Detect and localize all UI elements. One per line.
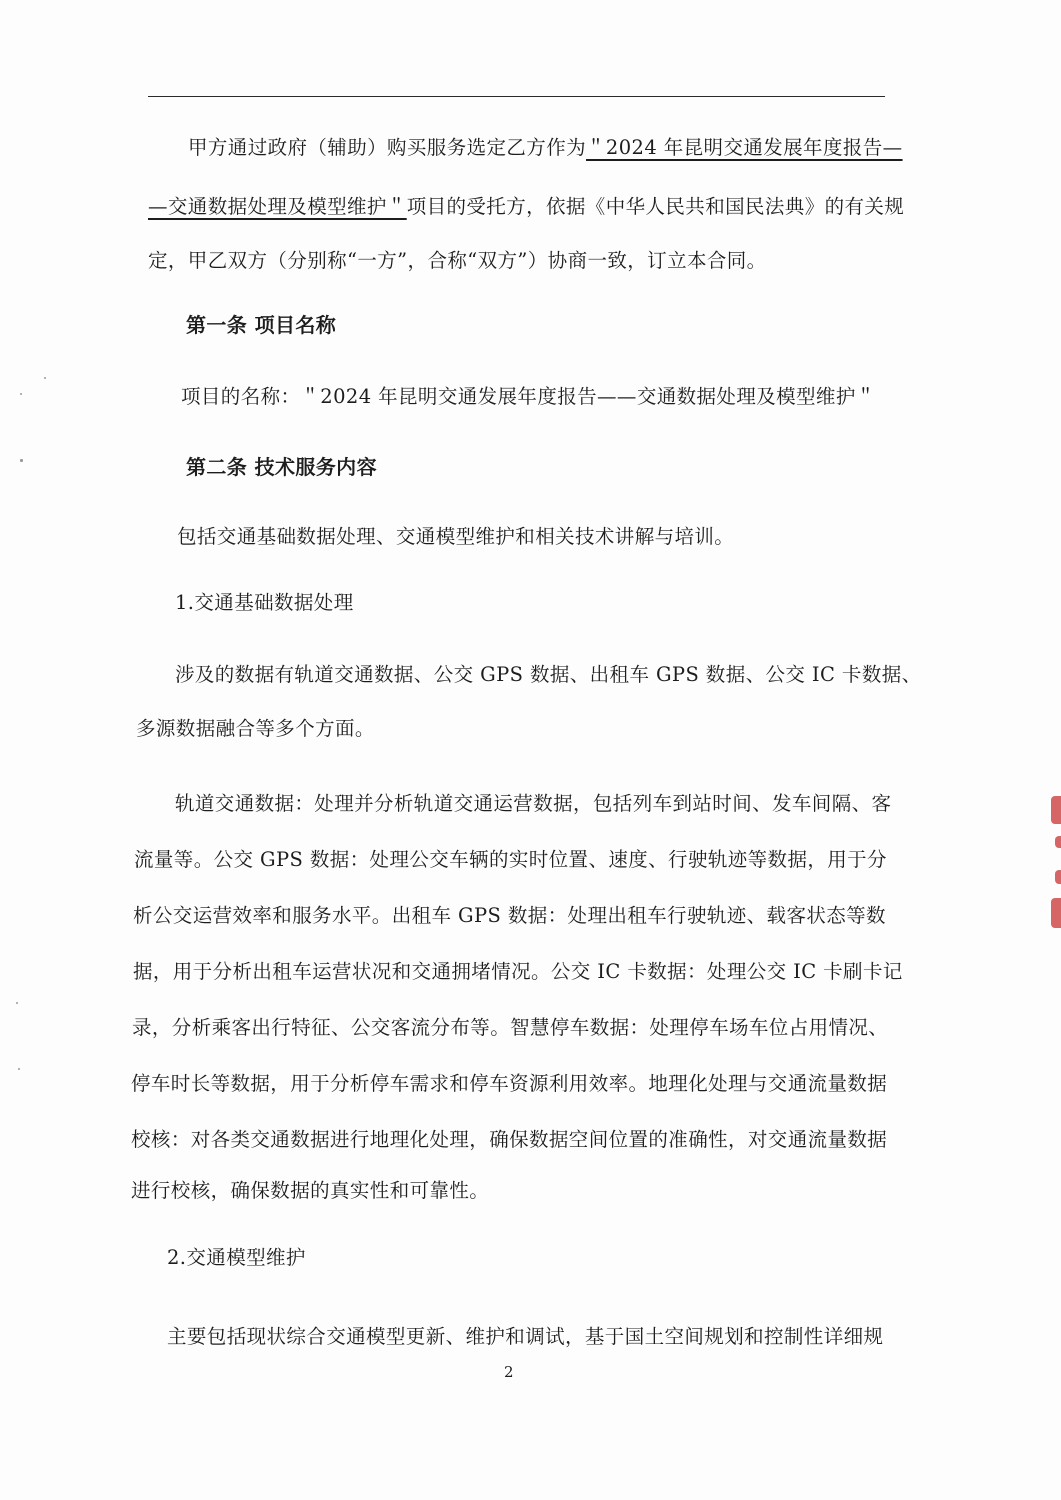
article-2-heading: 第二条 技术服务内容 (186, 455, 377, 479)
section-2-para-1-line: 主要包括现状综合交通模型更新、维护和调试，基于国土空间规划和控制性详细规 (167, 1325, 884, 1348)
scan-dot (16, 1002, 18, 1004)
section-1-title: 1.交通基础数据处理 (175, 591, 354, 614)
section-1-para-2-line: 停车时长等数据，用于分析停车需求和停车资源利用效率。地理化处理与交通流量数据 (131, 1072, 888, 1095)
project-name-underlined-part-2: —交通数据处理及模型维护＂ (148, 195, 407, 218)
section-1-para-2-line: 析公交运营效率和服务水平。出租车 GPS 数据：处理出租车行驶轨迹、载客状态等数 (133, 904, 886, 927)
scan-dot (44, 377, 46, 379)
page-number: 2 (504, 1363, 514, 1381)
header-rule (148, 96, 885, 97)
scan-dot (18, 1068, 20, 1070)
section-1-para-2-line: 流量等。公交 GPS 数据：处理公交车辆的实时位置、速度、行驶轨迹等数据，用于分 (134, 848, 887, 871)
section-1-para-2-line: 校核：对各类交通数据进行地理化处理，确保数据空间位置的准确性，对交通流量数据 (131, 1128, 888, 1151)
section-1-para-2-line: 进行校核，确保数据的真实性和可靠性。 (131, 1179, 490, 1202)
section-1-para-2-line: 轨道交通数据：处理并分析轨道交通运营数据，包括列车到站时间、发车间隔、客 (175, 792, 892, 815)
seal-edge-fragment (1051, 898, 1061, 928)
intro-line-1 (188, 134, 903, 162)
article-1-body: 项目的名称：＂2024 年昆明交通发展年度报告——交通数据处理及模型维护＂ (181, 385, 876, 408)
section-1-para-1-line: 多源数据融合等多个方面。 (136, 717, 375, 740)
project-name-underlined-part-1: ＂2024 年昆明交通发展年度报告— (586, 136, 903, 159)
intro-line-1-prefix: 甲方通过政府（辅助）购买服务选定乙方作为 (188, 136, 587, 159)
seal-edge-fragment (1055, 836, 1061, 848)
seal-edge-fragment (1055, 870, 1061, 884)
section-1-para-2-line: 据，用于分析出租车运营状况和交通拥堵情况。公交 IC 卡数据：处理公交 IC 卡刷卡记 (133, 960, 903, 983)
intro-line-2-suffix: 项目的受托方，依据《中华人民共和国民法典》的有关规 (406, 195, 905, 218)
scan-dot (20, 459, 23, 462)
article-2-intro: 包括交通基础数据处理、交通模型维护和相关技术讲解与培训。 (177, 525, 735, 548)
section-1-para-1-line: 涉及的数据有轨道交通数据、公交 GPS 数据、出租车 GPS 数据、公交 IC 卡数据、 (175, 663, 922, 686)
article-1-heading: 第一条 项目名称 (186, 313, 337, 337)
intro-line-2 (148, 193, 904, 221)
intro-line-3: 定，甲乙双方（分别称“一方”，合称“双方”）协商一致，订立本合同。 (148, 249, 767, 272)
scan-dot (20, 393, 22, 395)
seal-edge-fragment (1051, 796, 1061, 824)
section-2-title: 2.交通模型维护 (167, 1246, 306, 1269)
section-1-para-2-line: 录，分析乘客出行特征、公交客流分布等。智慧停车数据：处理停车场车位占用情况、 (132, 1016, 889, 1039)
